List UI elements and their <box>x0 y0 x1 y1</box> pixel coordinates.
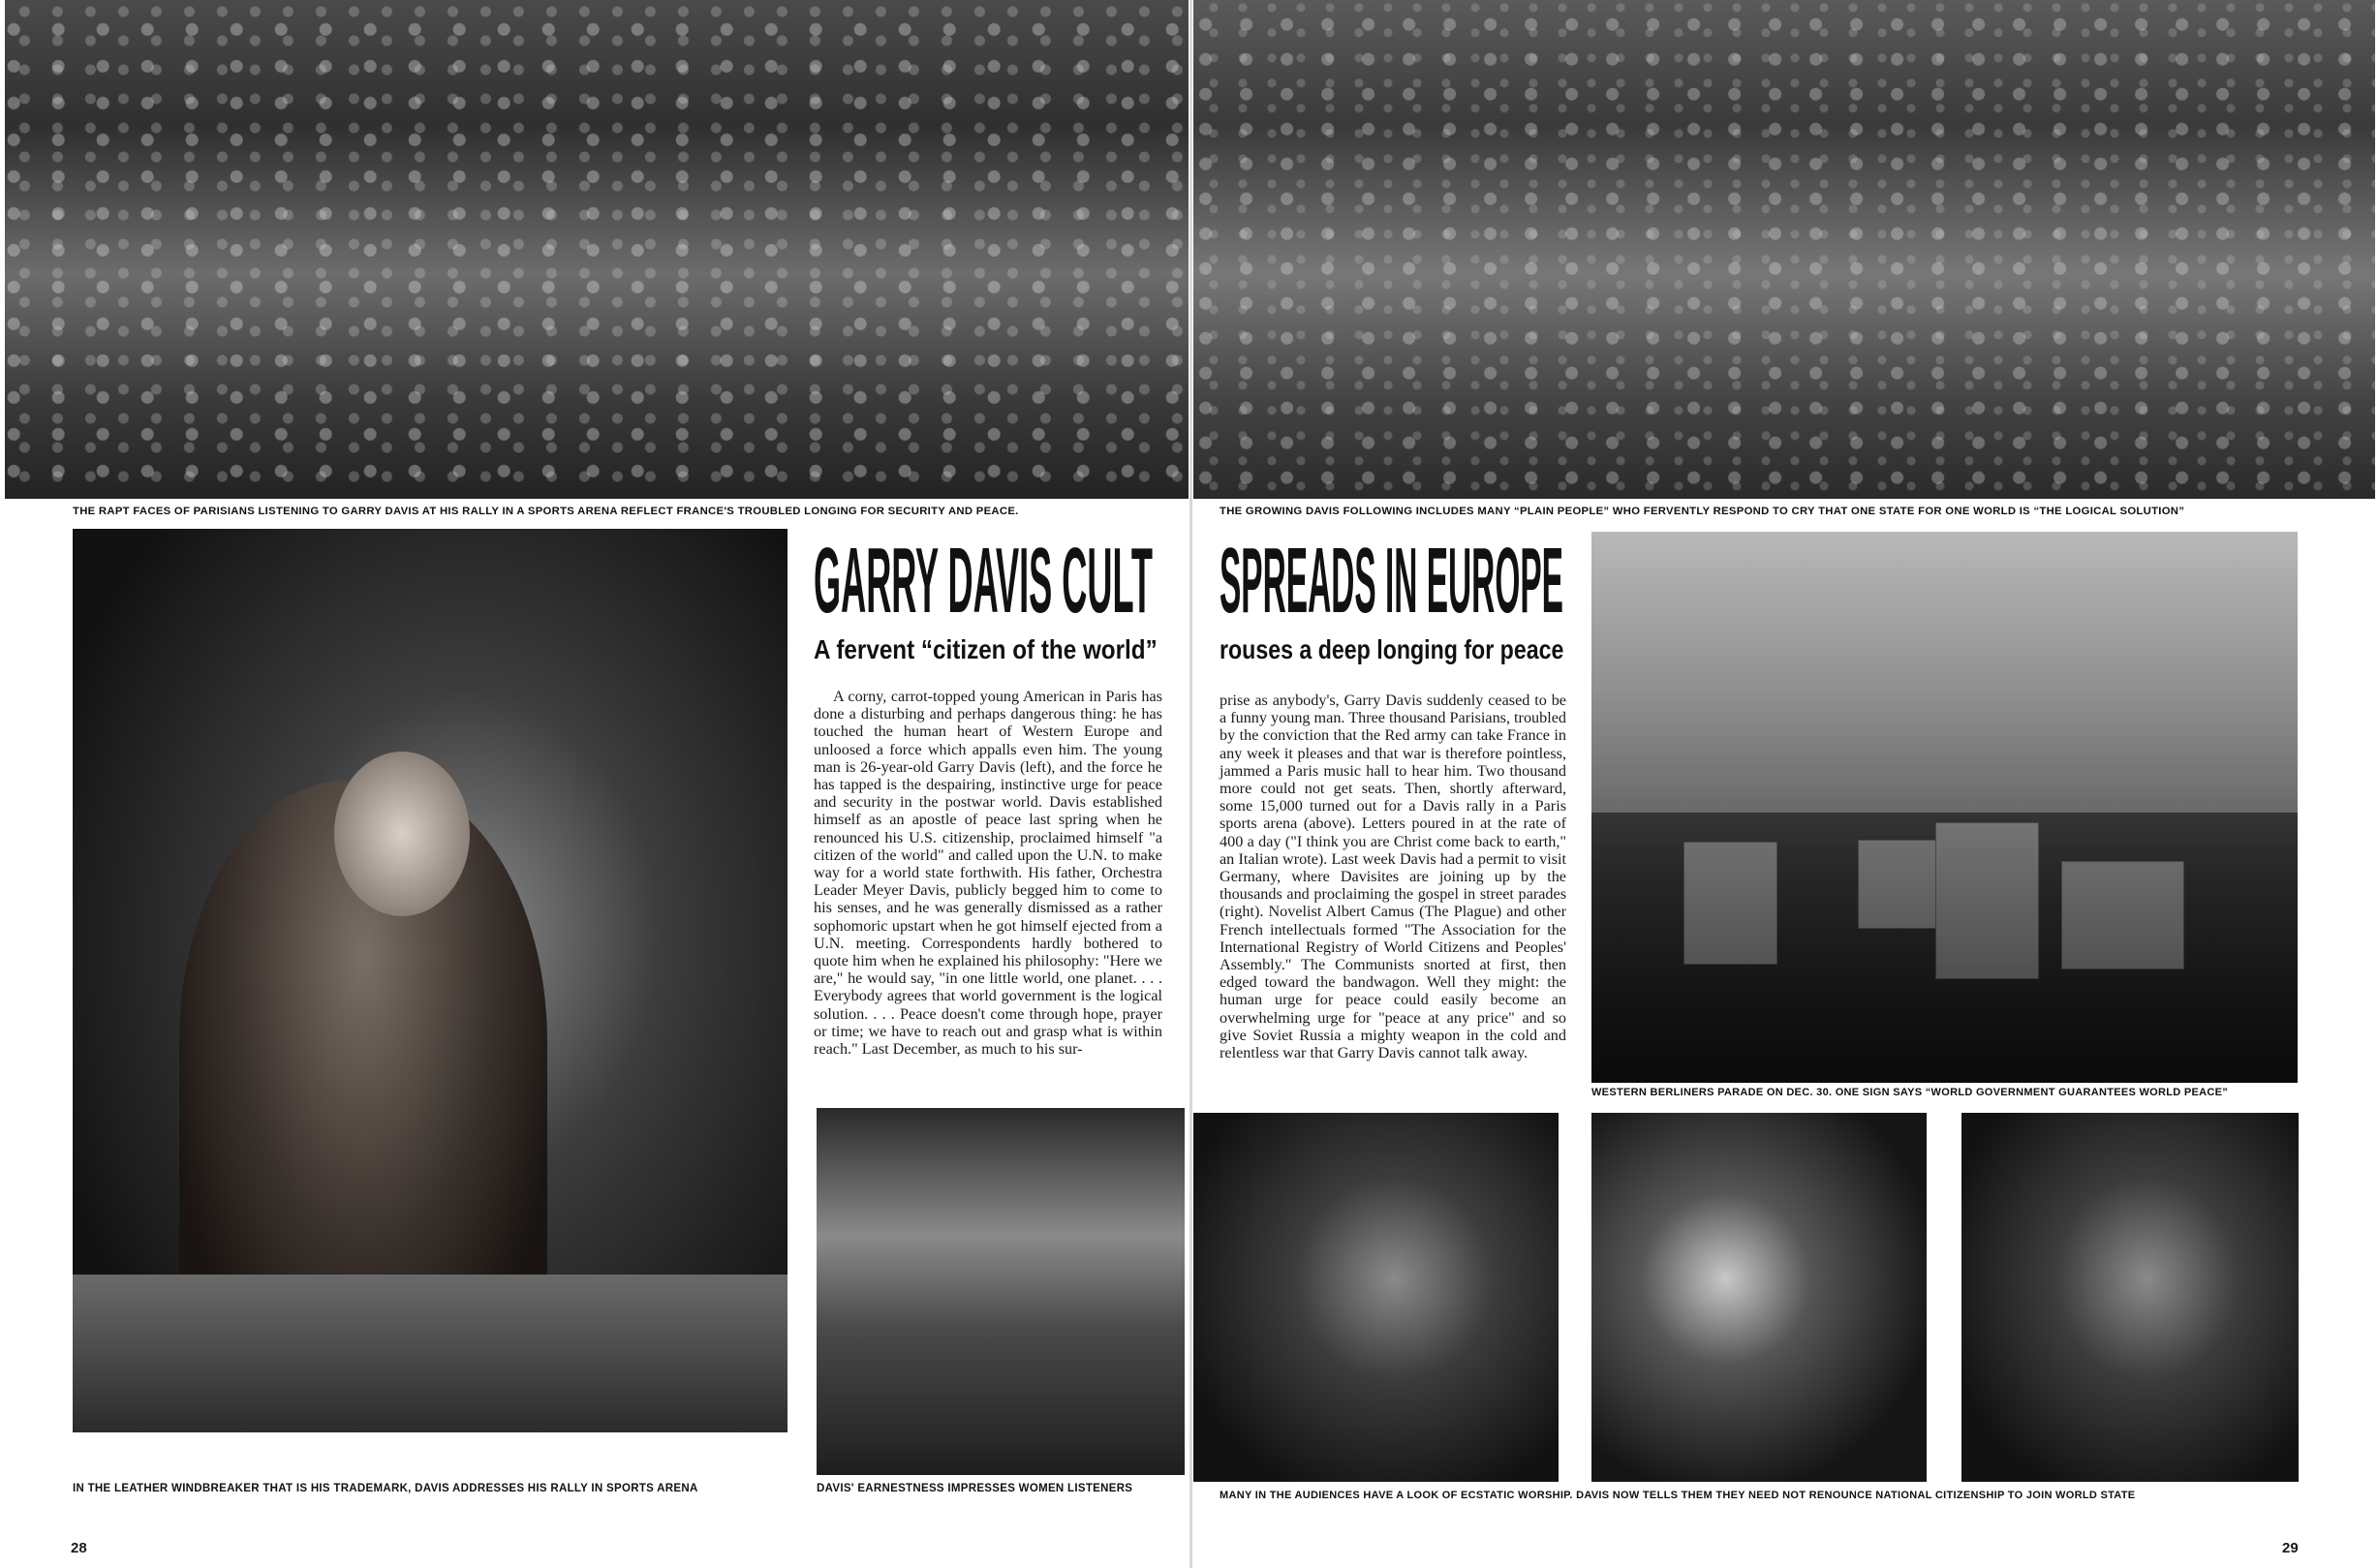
elderly-audience-photo <box>1193 1113 1559 1482</box>
bottom-right-caption: MANY IN THE AUDIENCES HAVE A LOOK OF ECSTATIC WORSHIP. DAVIS NOW TELLS THEM THEY NEED NOT RENOUNCE NATIONAL CITIZENSHIP TO JOIN WORLD STATE <box>1220 1490 2136 1501</box>
marching-crowd <box>1591 813 2298 1083</box>
podium <box>73 1275 788 1432</box>
garry-davis-speaking-photo <box>73 529 788 1432</box>
clapping-couple-photo <box>1961 1113 2299 1482</box>
top-left-caption: THE RAPT FACES OF PARISIANS LISTENING TO GARRY DAVIS AT HIS RALLY IN A SPORTS ARENA REFLECT FRANCE'S TROUBLED LONGING FOR SECURITY AND PEACE. <box>73 506 1019 517</box>
page-number-right: 29 <box>2282 1540 2299 1556</box>
women-listeners-photo <box>817 1108 1185 1475</box>
main-photo-caption: IN THE LEATHER WINDBREAKER THAT IS HIS TRADEMARK, DAVIS ADDRESSES HIS RALLY IN SPORTS ARENA <box>73 1483 698 1494</box>
davis-face <box>334 752 470 916</box>
article-paragraph-right: prise as anybody's, Garry Davis suddenly ceased to be a funny young man. Three thousand Parisians, troubled by the conviction that the Red army can take France in any week it pleases and that war is therefore pointless, jammed a Paris music hall to hear him. Two thousand more could not get seats. Then, shortly afterward, some 15,000 turned out for a Davis rally in a Paris sports arena (above). Letters poured in at the rate of 400 a day ("I think you are Christ come back to earth," an Italian wrote). Last week Davis had a permit to visit Germany, where Davisites are joining up by the thousands and proclaiming the gospel in street parades (right). Novelist Albert Camus (The Plague) and other French intellectuals formed "The Association for the International Registry of World Citizens and Peoples' Assembly." The Communists snorted at first, then edged toward the bandwagon. Well they might: the human urge for peace could easily become an overwhelming urge for "peace at any price" and so give Soviet Russia a mighty weapon in the cold and relentless war that Garry Davis cannot talk away. <box>1220 692 1567 1062</box>
headline-right: SPREADS IN EUROPE <box>1220 529 1563 632</box>
man-in-white-coat-photo <box>1591 1113 1927 1482</box>
berlin-photo-caption: WESTERN BERLINERS PARADE ON DEC. 30. ONE SIGN SAYS “WORLD GOVERNMENT GUARANTEES WORLD PEACE” <box>1591 1087 2229 1098</box>
women-photo-caption: DAVIS' EARNESTNESS IMPRESSES WOMEN LISTENERS <box>817 1483 1133 1494</box>
article-body-right <box>1220 692 1566 1061</box>
subhead-right: rouses a deep longing for peace <box>1220 634 1564 664</box>
page-gutter <box>1189 0 1192 1568</box>
page-number-left: 28 <box>71 1540 87 1556</box>
article-body-left <box>814 688 1162 1058</box>
subhead-left: A fervent “citizen of the world” <box>814 634 1158 664</box>
article-paragraph-left: A corny, carrot-topped young American in Paris has done a disturbing and perhaps dangerous thing: he has touched the human heart of Western Europe and unloosed a force which appalls even him. The young man is 26-year-old Garry Davis (left), and the force he has tapped is the despairing, instinctive urge for peace and security in the postwar world. Davis established himself as an apostle of peace last spring when he renounced his U.S. citizenship, proclaimed himself "a citizen of the world" and called upon the U.N. to make way for a world state forthwith. His father, Orchestra Leader Meyer Davis, publicly begged him to come to his senses, and he was generally dismissed as a rather sophomoric upstart when he got himself ejected from a U.N. meeting. Correspondents hardly bothered to quote him when he explained his philosophy: "Here we are," he would say, "in one little world, one planet. . . . Everybody agrees that world government is the logical solution. . . . Peace doesn't come through hope, prayer or time; we have to reach out and grasp what is within reach." Last December, as much to his sur- <box>814 688 1162 1059</box>
sports-arena-crowd-photo <box>1193 0 2375 499</box>
headline-left: GARRY DAVIS CULT <box>814 529 1153 632</box>
parisian-crowd-photo <box>5 0 1189 499</box>
berlin-parade-photo <box>1591 532 2298 1083</box>
top-right-caption: THE GROWING DAVIS FOLLOWING INCLUDES MANY “PLAIN PEOPLE” WHO FERVENTLY RESPOND TO CRY THAT ONE STATE FOR ONE WORLD IS “THE LOGICAL SOLUTION” <box>1220 506 2185 517</box>
